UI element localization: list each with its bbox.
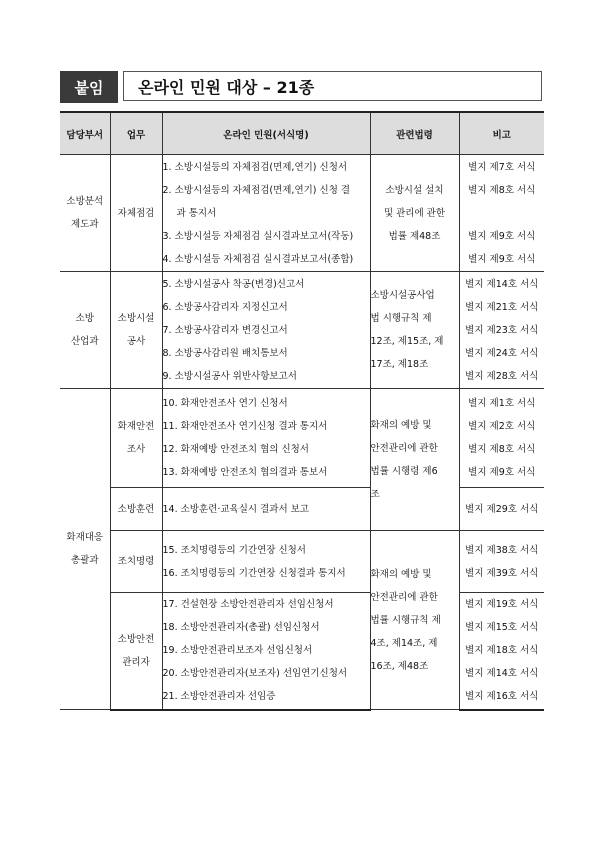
note-item: 별지 제14호 서식: [465, 278, 539, 290]
table-row: [60, 389, 544, 488]
task-cell: [110, 389, 162, 488]
list-item: 18. 소방안전관리자(총괄) 선임신청서: [162, 622, 320, 634]
list-item: 12. 화재예방 안전조치 협의 신청서: [162, 444, 309, 455]
task-name: 화재안전 조사: [117, 421, 155, 455]
task-cell: 조치명령: [110, 531, 162, 593]
header-task: 업무: [110, 112, 162, 155]
law-line: 조: [370, 488, 380, 500]
law-line: 법률 제48조: [388, 230, 441, 242]
list-item: 11. 화재안전조사 연기신청 결과 통지서: [162, 421, 328, 432]
list-item: 6. 소방공사감리자 지정신고서: [162, 301, 288, 313]
list-item: 8. 소방공사감리원 배치통보서: [162, 347, 288, 359]
note-cell: [459, 593, 544, 710]
note-item: 별지 제15호 서식: [465, 622, 539, 634]
note-cell: [459, 155, 544, 272]
table-row: [60, 155, 544, 272]
note-item: 별지 제9호 서식: [468, 230, 536, 242]
note-cell: [459, 488, 544, 531]
header-form: 온라인 민원(서식명): [162, 112, 370, 155]
law-cell: [370, 272, 459, 389]
list-item: 17. 건설현장 소방안전관리자 선임신청서: [162, 599, 334, 611]
note-cell: [459, 531, 544, 593]
list-item: 10. 화재안전조사 연기 신청서: [162, 398, 288, 409]
law-line: 법률 시행령 제6: [370, 465, 438, 477]
note-item: 별지 제18호 서식: [465, 645, 539, 657]
header-law: 관련법령: [370, 112, 459, 155]
law-line: 16조, 제48조: [370, 660, 429, 672]
note-item: 별지 제8호 서식: [468, 184, 536, 196]
list-item: 9. 소방시설공사 위반사항보고서: [162, 370, 297, 382]
list-item: 15. 조치명령등의 기간연장 신청서: [162, 544, 306, 556]
law-cell: [370, 531, 459, 710]
list-item: 1. 소방시설등의 자체점검(면제,연기) 신청서: [162, 161, 348, 173]
title-bar: [60, 71, 544, 103]
list-item: 14. 소방훈련·교육실시 결과서 보고: [162, 503, 309, 515]
table-row: [60, 593, 544, 710]
dept-cell: [60, 155, 110, 272]
table-row: [60, 488, 544, 531]
page-title: 온라인 민원 대상 – 21종: [123, 71, 542, 101]
note-item: 별지 제2호 서식: [468, 421, 536, 432]
note-item: 별지 제24호 서식: [465, 347, 539, 359]
note-item: 별지 제9호 서식: [468, 253, 536, 265]
task-name: 소방시설 공사: [117, 313, 155, 347]
list-item: 20. 소방안전관리자(보조자) 선임연기신청서: [162, 668, 348, 680]
list-item: 2. 소방시설등의 자체점검(면제,연기) 신청 결: [162, 184, 351, 196]
note-item: 별지 제14호 서식: [465, 668, 539, 680]
law-line: 소방시설 설치: [385, 184, 444, 196]
note-cell: [459, 272, 544, 389]
dept-name: 화재대응 총괄과: [66, 532, 104, 566]
attachment-badge: 붙임: [60, 71, 118, 103]
law-line: 화재의 예방 및: [370, 568, 432, 580]
list-item: 19. 소방안전관리보조자 선임신청서: [162, 645, 313, 657]
law-line: 법 시행규칙 제: [370, 313, 432, 324]
note-item: 별지 제38호 서식: [465, 544, 539, 556]
header-dept: 담당부서: [60, 112, 110, 155]
law-line: 안전관리에 관한: [370, 442, 438, 454]
task-cell: [110, 593, 162, 710]
table-row: [60, 531, 544, 593]
law-cell: [370, 389, 459, 531]
note-item: 별지 제9호 서식: [468, 467, 536, 478]
list-item: 21. 소방안전관리자 선임증: [162, 691, 276, 703]
note-item: [460, 202, 545, 225]
form-list: [162, 155, 370, 272]
note-item: 별지 제7호 서식: [468, 161, 536, 173]
note-item: 별지 제1호 서식: [468, 398, 536, 409]
list-item: 16. 조치명령등의 기간연장 신청결과 통지서: [162, 567, 346, 579]
law-line: 안전관리에 관한: [370, 591, 438, 603]
task-cell: [110, 272, 162, 389]
header-note: 비고: [459, 112, 544, 155]
note-item: 별지 제16호 서식: [465, 691, 539, 703]
list-item: 7. 소방공사감리자 변경신고서: [162, 324, 288, 336]
note-item: 별지 제29호 서식: [465, 503, 539, 515]
law-line: 12조, 제15조, 제: [370, 336, 444, 347]
form-list: [162, 488, 370, 531]
complaint-table: [60, 111, 544, 711]
law-line: 화재의 예방 및: [370, 419, 432, 431]
note-item: 별지 제28호 서식: [465, 370, 539, 382]
note-cell: [459, 389, 544, 488]
note-item: 별지 제8호 서식: [468, 444, 536, 455]
form-list: [162, 272, 370, 389]
law-line: 소방시설공사업: [370, 290, 435, 301]
law-line: 17조, 제18조: [370, 359, 429, 370]
form-list: [162, 389, 370, 488]
task-name: 소방안전 관리자: [117, 633, 155, 668]
note-item: 별지 제39호 서식: [465, 567, 539, 579]
note-item: 별지 제23호 서식: [465, 324, 539, 336]
list-item: 과 통지서: [176, 207, 217, 219]
note-item: 별지 제19호 서식: [465, 599, 539, 611]
note-item: 별지 제21호 서식: [465, 301, 539, 313]
list-item: 13. 화재예방 안전조치 협의결과 통보서: [162, 467, 328, 478]
law-line: 법률 시행규칙 제: [370, 614, 441, 626]
law-line: 및 관리에 관한: [383, 207, 446, 219]
table-row: [60, 272, 544, 389]
law-cell: [370, 155, 459, 272]
task-cell: 소방훈련: [110, 488, 162, 531]
dept-name: 소방분석 제도과: [66, 196, 104, 230]
form-list: [162, 531, 370, 593]
task-cell: 자체점검: [110, 155, 162, 272]
dept-name: 소방 산업과: [70, 313, 99, 347]
law-line: 4조, 제14조, 제: [370, 637, 438, 649]
list-item: 3. 소방시설등 자체점검 실시결과보고서(작동): [162, 230, 354, 242]
form-list: [162, 593, 370, 710]
list-item: 4. 소방시설등 자체점검 실시결과보고서(종합): [162, 253, 354, 265]
dept-cell: [60, 389, 110, 710]
list-item: 5. 소방시설공사 착공(변경)신고서: [162, 278, 305, 290]
dept-cell: [60, 272, 110, 389]
table-header-row: [60, 112, 544, 155]
